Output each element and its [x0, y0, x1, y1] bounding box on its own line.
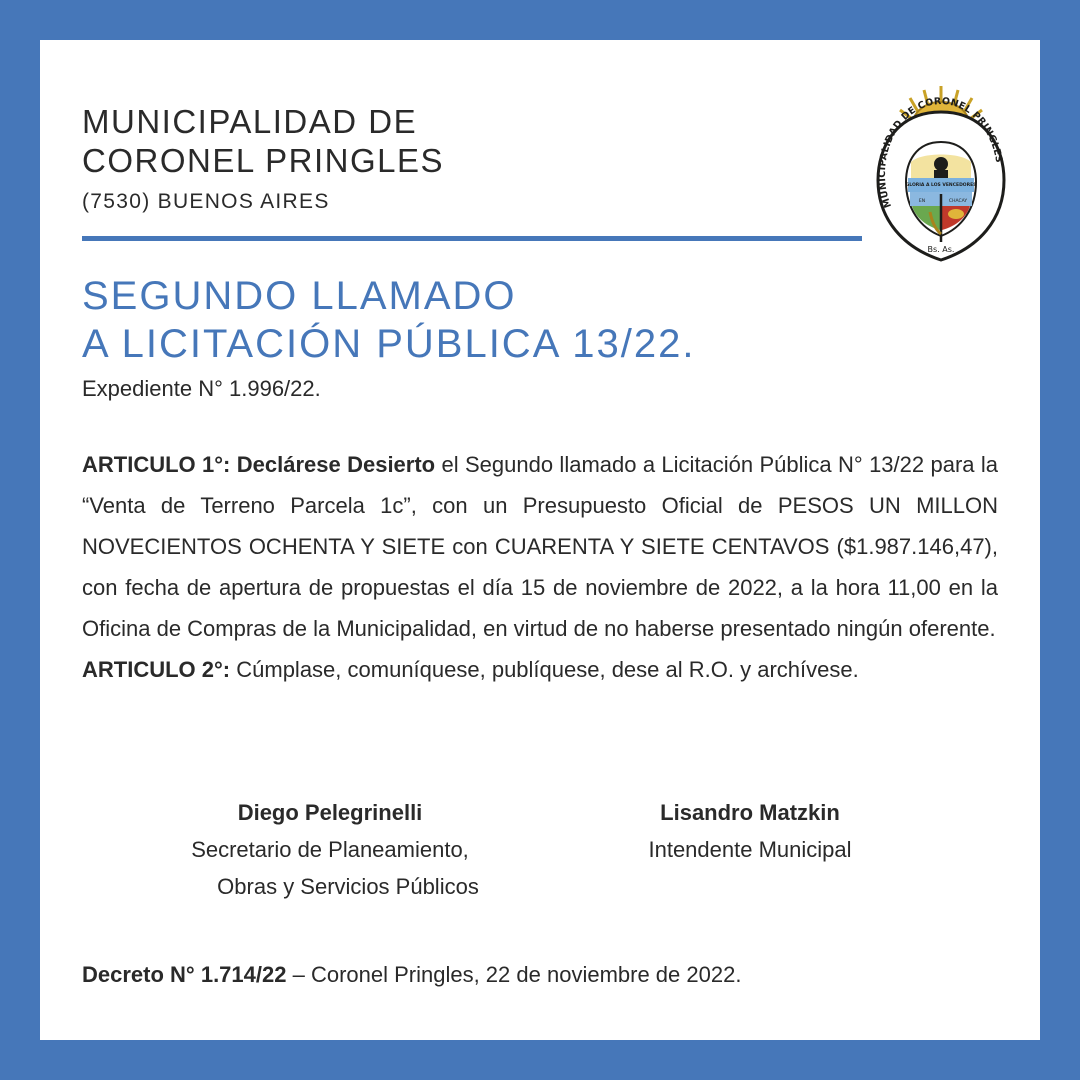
signature-role-line1: Secretario de Planeamiento,	[191, 837, 469, 862]
file-number: Expediente N° 1.996/22.	[82, 376, 321, 401]
article-2-text: Cúmplase, comuníquese, publíquese, dese al R.O. y archívese.	[236, 657, 859, 682]
signature-secretary	[160, 794, 500, 905]
svg-text:GLORIA A LOS VENCEDORES: GLORIA A LOS VENCEDORES	[905, 183, 977, 188]
org-location: (7530) BUENOS AIRES	[82, 190, 330, 213]
svg-text:MUNICIPALIDAD DE CORONEL PRING: MUNICIPALIDAD DE CORONEL PRINGLES	[876, 95, 1005, 210]
organization-header	[82, 102, 444, 214]
header-divider	[82, 236, 862, 241]
title-line2: A LICITACIÓN PÚBLICA 13/22.	[82, 322, 696, 366]
article-2-label: ARTICULO 2°:	[82, 657, 231, 682]
decree-label: Decreto N° 1.714/22	[82, 962, 287, 987]
notice-card	[40, 40, 1040, 1040]
decree-text: – Coronel Pringles, 22 de noviembre de 2022.	[292, 962, 742, 987]
signature-name: Diego Pelegrinelli	[237, 800, 423, 825]
signature-role-line1: Intendente Municipal	[648, 837, 852, 862]
signature-role-line2: Obras y Servicios Públicos	[217, 874, 479, 899]
title-line1: SEGUNDO LLAMADO	[82, 274, 517, 318]
coat-of-arms-icon	[866, 82, 1016, 266]
signature-name: Lisandro Matzkin	[660, 800, 840, 825]
article-1	[82, 444, 998, 649]
notice-body	[82, 444, 998, 690]
svg-text:Bs. As.: Bs. As.	[927, 245, 955, 254]
org-name-line2: CORONEL PRINGLES	[82, 142, 445, 179]
article-1-emphasis: Declárese Desierto	[236, 452, 436, 477]
signature-mayor	[600, 794, 900, 868]
article-2	[82, 649, 998, 690]
notice-title	[82, 272, 696, 368]
article-1-text: el Segundo llamado a Licitación Pública N° 13/22 para la “Venta de Terreno Parcela 1c”, con un Presupuesto Oficial de PESOS UN MILLON NOVECIENTOS OCHENTA Y SIETE con CUARENTA Y SIETE CENTAVOS ($1.987.146,47), con fecha de apertura de propuestas el día 15 de noviembre de 2022, a la hora 11,00 en la Oficina de Compras de la Municipalidad, en virtud de no haberse presentado ningún oferente.	[82, 452, 999, 641]
svg-text:EN: EN	[918, 199, 926, 204]
svg-text:CHACAY: CHACAY	[948, 199, 968, 204]
org-name-line1: MUNICIPALIDAD DE	[82, 103, 418, 140]
decree-footer	[82, 962, 741, 988]
article-1-label: ARTICULO 1°:	[82, 452, 231, 477]
